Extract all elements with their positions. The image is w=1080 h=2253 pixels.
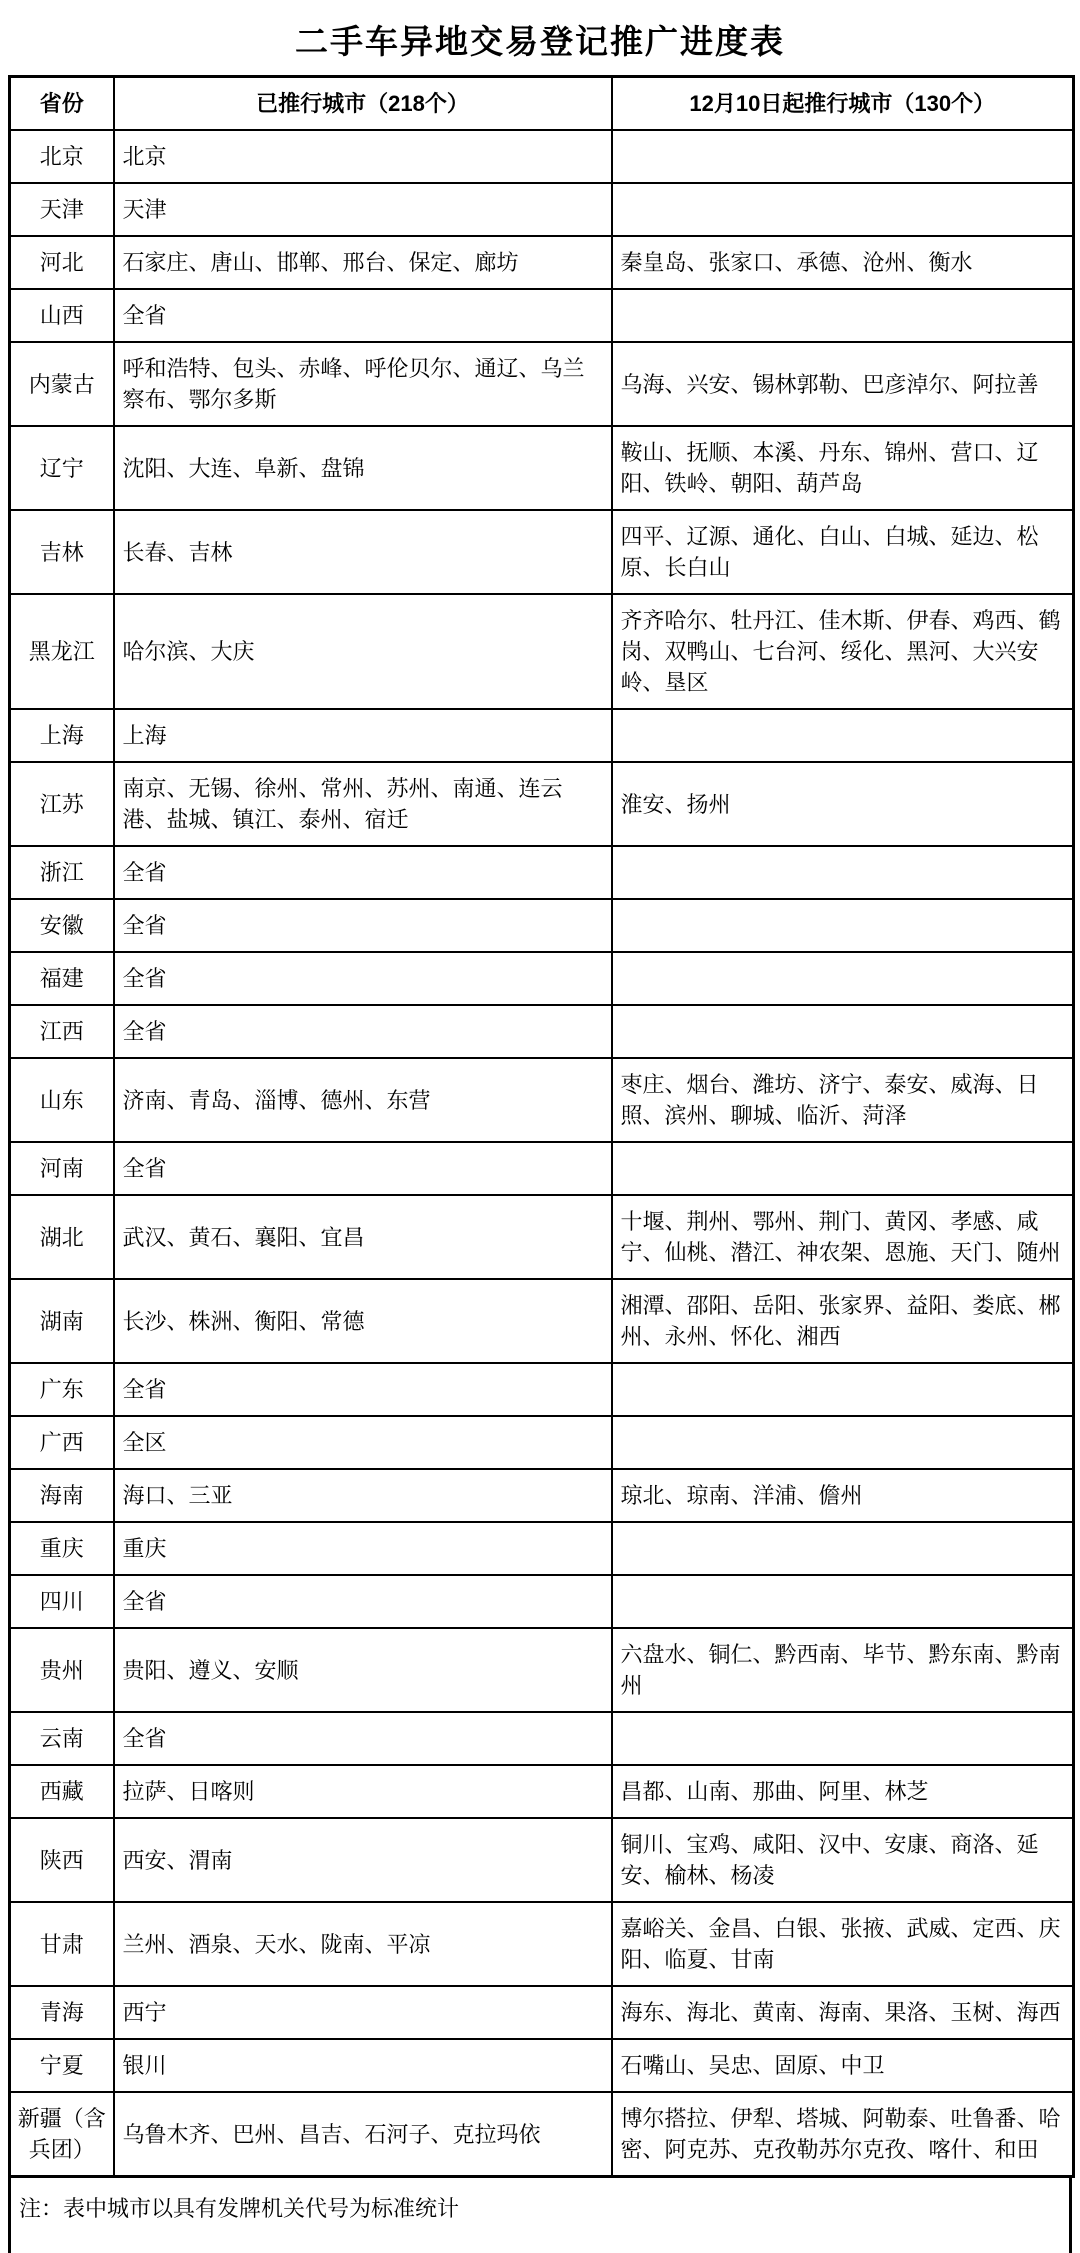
- dec10-cities-cell: 石嘴山、吴忠、固原、中卫: [612, 2039, 1074, 2092]
- implemented-cities-cell: 全省: [114, 846, 612, 899]
- dec10-cities-cell: [612, 1712, 1074, 1765]
- table-row: [10, 1818, 1074, 1902]
- implemented-cities-cell: 呼和浩特、包头、赤峰、呼伦贝尔、通辽、乌兰察布、鄂尔多斯: [114, 342, 612, 426]
- implemented-cities-cell: 重庆: [114, 1522, 612, 1575]
- implemented-cities-cell: 济南、青岛、淄博、德州、东营: [114, 1058, 612, 1142]
- province-cell: 山东: [10, 1058, 114, 1142]
- implemented-cities-cell: 全省: [114, 1575, 612, 1628]
- province-cell: 福建: [10, 952, 114, 1005]
- province-cell: 山西: [10, 289, 114, 342]
- dec10-cities-cell: 湘潭、邵阳、岳阳、张家界、益阳、娄底、郴州、永州、怀化、湘西: [612, 1279, 1074, 1363]
- table-row: [10, 183, 1074, 236]
- dec10-cities-cell: [612, 183, 1074, 236]
- implemented-cities-cell: 西宁: [114, 1986, 612, 2039]
- page-title: 二手车异地交易登记推广进度表: [295, 25, 785, 61]
- province-cell: 黑龙江: [10, 594, 114, 709]
- dec10-cities-cell: 秦皇岛、张家口、承德、沧州、衡水: [612, 236, 1074, 289]
- table-row: [10, 1469, 1074, 1522]
- table-row: [10, 1363, 1074, 1416]
- implemented-cities-cell: 长春、吉林: [114, 510, 612, 594]
- province-cell: 安徽: [10, 899, 114, 952]
- column-header-dec10-cities: 12月10日起推行城市（130个）: [612, 77, 1074, 131]
- dec10-cities-cell: 十堰、荆州、鄂州、荆门、黄冈、孝感、咸宁、仙桃、潜江、神农架、恩施、天门、随州: [612, 1195, 1074, 1279]
- province-cell: 云南: [10, 1712, 114, 1765]
- dec10-cities-cell: [612, 1522, 1074, 1575]
- table-row: [10, 2092, 1074, 2177]
- dec10-cities-cell: [612, 899, 1074, 952]
- dec10-cities-cell: 乌海、兴安、锡林郭勒、巴彦淖尔、阿拉善: [612, 342, 1074, 426]
- province-cell: 上海: [10, 709, 114, 762]
- table-row: [10, 1005, 1074, 1058]
- implemented-cities-cell: 贵阳、遵义、安顺: [114, 1628, 612, 1712]
- province-cell: 青海: [10, 1986, 114, 2039]
- province-cell: 天津: [10, 183, 114, 236]
- implemented-cities-cell: 海口、三亚: [114, 1469, 612, 1522]
- province-cell: 陕西: [10, 1818, 114, 1902]
- table-row: [10, 846, 1074, 899]
- implemented-cities-cell: 沈阳、大连、阜新、盘锦: [114, 426, 612, 510]
- dec10-cities-cell: [612, 709, 1074, 762]
- province-cell: 河南: [10, 1142, 114, 1195]
- province-cell: 内蒙古: [10, 342, 114, 426]
- implemented-cities-cell: 上海: [114, 709, 612, 762]
- table-row: [10, 1902, 1074, 1986]
- implemented-cities-cell: 长沙、株洲、衡阳、常德: [114, 1279, 612, 1363]
- implemented-cities-cell: 兰州、酒泉、天水、陇南、平凉: [114, 1902, 612, 1986]
- dec10-cities-cell: [612, 846, 1074, 899]
- dec10-cities-cell: 琼北、琼南、洋浦、儋州: [612, 1469, 1074, 1522]
- dec10-cities-cell: [612, 1416, 1074, 1469]
- implemented-cities-cell: 全省: [114, 1712, 612, 1765]
- implemented-cities-cell: 乌鲁木齐、巴州、昌吉、石河子、克拉玛依: [114, 2092, 612, 2177]
- dec10-cities-cell: 博尔搭拉、伊犁、塔城、阿勒泰、吐鲁番、哈密、阿克苏、克孜勒苏尔克孜、喀什、和田: [612, 2092, 1074, 2177]
- implemented-cities-cell: 哈尔滨、大庆: [114, 594, 612, 709]
- province-cell: 西藏: [10, 1765, 114, 1818]
- progress-table: [8, 75, 1075, 2178]
- dec10-cities-cell: 嘉峪关、金昌、白银、张掖、武威、定西、庆阳、临夏、甘南: [612, 1902, 1074, 1986]
- table-row: [10, 1142, 1074, 1195]
- implemented-cities-cell: 天津: [114, 183, 612, 236]
- province-cell: 吉林: [10, 510, 114, 594]
- implemented-cities-cell: 全省: [114, 899, 612, 952]
- province-cell: 江西: [10, 1005, 114, 1058]
- table-row: [10, 1986, 1074, 2039]
- table-row: [10, 1628, 1074, 1712]
- implemented-cities-cell: 石家庄、唐山、邯郸、邢台、保定、廊坊: [114, 236, 612, 289]
- table-body: [10, 130, 1074, 2177]
- province-cell: 宁夏: [10, 2039, 114, 2092]
- province-cell: 北京: [10, 130, 114, 183]
- table-row: [10, 709, 1074, 762]
- table-row: [10, 236, 1074, 289]
- table-row: [10, 1416, 1074, 1469]
- province-cell: 浙江: [10, 846, 114, 899]
- header-row: [10, 77, 1074, 131]
- province-cell: 辽宁: [10, 426, 114, 510]
- dec10-cities-cell: 枣庄、烟台、潍坊、济宁、泰安、威海、日照、滨州、聊城、临沂、菏泽: [612, 1058, 1074, 1142]
- table-row: [10, 342, 1074, 426]
- dec10-cities-cell: 淮安、扬州: [612, 762, 1074, 846]
- province-cell: 海南: [10, 1469, 114, 1522]
- dec10-cities-cell: 四平、辽源、通化、白山、白城、延边、松原、长白山: [612, 510, 1074, 594]
- dec10-cities-cell: 海东、海北、黄南、海南、果洛、玉树、海西: [612, 1986, 1074, 2039]
- implemented-cities-cell: 银川: [114, 2039, 612, 2092]
- province-cell: 湖南: [10, 1279, 114, 1363]
- table-row: [10, 1575, 1074, 1628]
- province-cell: 甘肃: [10, 1902, 114, 1986]
- table-row: [10, 426, 1074, 510]
- implemented-cities-cell: 全省: [114, 1363, 612, 1416]
- table-row: [10, 2039, 1074, 2092]
- column-header-implemented-cities: 已推行城市（218个）: [114, 77, 612, 131]
- province-cell: 重庆: [10, 1522, 114, 1575]
- province-cell: 新疆（含兵团）: [10, 2092, 114, 2177]
- dec10-cities-cell: 鞍山、抚顺、本溪、丹东、锦州、营口、辽阳、铁岭、朝阳、葫芦岛: [612, 426, 1074, 510]
- province-cell: 广西: [10, 1416, 114, 1469]
- table-row: [10, 899, 1074, 952]
- implemented-cities-cell: 全省: [114, 1142, 612, 1195]
- implemented-cities-cell: 南京、无锡、徐州、常州、苏州、南通、连云港、盐城、镇江、泰州、宿迁: [114, 762, 612, 846]
- dec10-cities-cell: 六盘水、铜仁、黔西南、毕节、黔东南、黔南州: [612, 1628, 1074, 1712]
- implemented-cities-cell: 全省: [114, 952, 612, 1005]
- implemented-cities-cell: 全省: [114, 1005, 612, 1058]
- table-row: [10, 762, 1074, 846]
- table-row: [10, 1279, 1074, 1363]
- dec10-cities-cell: [612, 130, 1074, 183]
- dec10-cities-cell: 齐齐哈尔、牡丹江、佳木斯、伊春、鸡西、鹤岗、双鸭山、七台河、绥化、黑河、大兴安岭、垦区: [612, 594, 1074, 709]
- dec10-cities-cell: [612, 1363, 1074, 1416]
- implemented-cities-cell: 武汉、黄石、襄阳、宜昌: [114, 1195, 612, 1279]
- dec10-cities-cell: [612, 289, 1074, 342]
- province-cell: 四川: [10, 1575, 114, 1628]
- dec10-cities-cell: [612, 1142, 1074, 1195]
- table-row: [10, 1522, 1074, 1575]
- province-cell: 河北: [10, 236, 114, 289]
- dec10-cities-cell: 铜川、宝鸡、咸阳、汉中、安康、商洛、延安、榆林、杨凌: [612, 1818, 1074, 1902]
- table-row: [10, 130, 1074, 183]
- dec10-cities-cell: [612, 952, 1074, 1005]
- province-cell: 广东: [10, 1363, 114, 1416]
- implemented-cities-cell: 北京: [114, 130, 612, 183]
- table-row: [10, 1712, 1074, 1765]
- column-header-province: 省份: [10, 77, 114, 131]
- table-row: [10, 289, 1074, 342]
- table-row: [10, 1765, 1074, 1818]
- dec10-cities-cell: 昌都、山南、那曲、阿里、林芝: [612, 1765, 1074, 1818]
- table-row: [10, 594, 1074, 709]
- table-row: [10, 1058, 1074, 1142]
- province-cell: 江苏: [10, 762, 114, 846]
- table-row: [10, 510, 1074, 594]
- implemented-cities-cell: 拉萨、日喀则: [114, 1765, 612, 1818]
- table-row: [10, 952, 1074, 1005]
- implemented-cities-cell: 西安、渭南: [114, 1818, 612, 1902]
- province-cell: 湖北: [10, 1195, 114, 1279]
- table-row: [10, 1195, 1074, 1279]
- implemented-cities-cell: 全区: [114, 1416, 612, 1469]
- province-cell: 贵州: [10, 1628, 114, 1712]
- dec10-cities-cell: [612, 1005, 1074, 1058]
- implemented-cities-cell: 全省: [114, 289, 612, 342]
- footnote: 注：表中城市以具有发牌机关代号为标准统计: [8, 2178, 1072, 2253]
- dec10-cities-cell: [612, 1575, 1074, 1628]
